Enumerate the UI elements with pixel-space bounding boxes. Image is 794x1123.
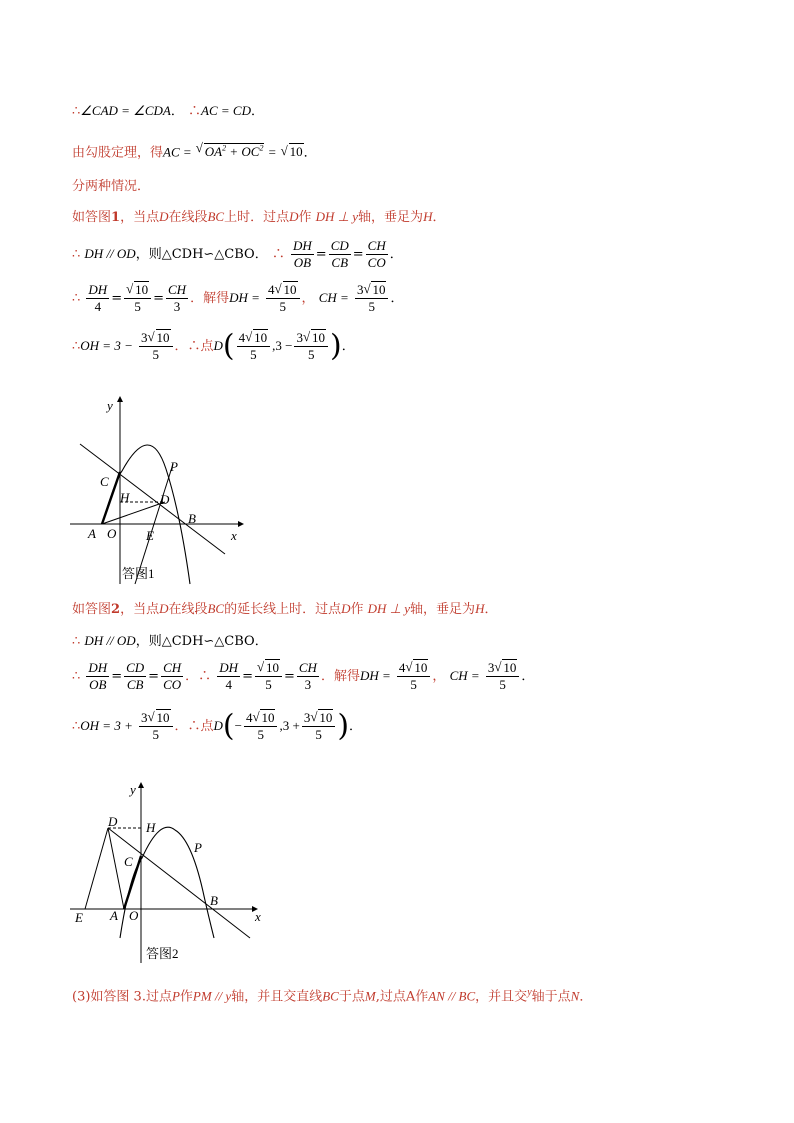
text: ． bbox=[390, 291, 404, 306]
text: ， bbox=[432, 669, 446, 684]
label-a: A bbox=[88, 526, 96, 541]
label-o: O bbox=[129, 908, 139, 923]
therefore-symbol: ∴ bbox=[72, 291, 81, 306]
therefore-symbol: ∴ bbox=[72, 247, 81, 262]
sqrt-expr bbox=[126, 282, 149, 298]
math-expr: D bbox=[341, 601, 351, 616]
sqrt-expr bbox=[303, 330, 326, 346]
math-expr: DH = bbox=[229, 290, 260, 305]
label-b: B bbox=[188, 511, 196, 526]
fraction bbox=[237, 330, 271, 363]
therefore-symbol: ∴ bbox=[271, 247, 285, 262]
label-a: A bbox=[110, 908, 118, 923]
therefore-symbol: ∴ bbox=[72, 104, 81, 119]
sqrt-expr bbox=[245, 330, 268, 346]
fraction bbox=[297, 660, 319, 693]
superscript: 2 bbox=[259, 144, 264, 153]
radicand: 10 bbox=[414, 660, 428, 675]
label-b: B bbox=[210, 893, 218, 908]
denominator: 3 bbox=[173, 299, 181, 314]
numerator: DH bbox=[293, 238, 312, 253]
denominator: CB bbox=[331, 255, 349, 270]
text: 于点 bbox=[338, 989, 365, 1005]
math-expr: CH = bbox=[449, 668, 480, 683]
therefore-symbol: ∴ bbox=[72, 719, 81, 734]
math-expr: AC = bbox=[163, 144, 192, 160]
text: (3)如答图 3.过点 bbox=[72, 989, 172, 1005]
superscript: 2 bbox=[222, 144, 227, 153]
x-axis-arrow bbox=[238, 521, 244, 527]
numerator: 3 bbox=[296, 330, 303, 345]
y-axis-arrow bbox=[138, 782, 144, 788]
right-paren: ) bbox=[329, 328, 342, 364]
numerator: DH bbox=[88, 282, 108, 297]
label-c: C bbox=[124, 854, 133, 869]
numerator: DH bbox=[219, 660, 239, 675]
numerator: 3 bbox=[487, 660, 495, 675]
line-8 bbox=[72, 600, 497, 619]
sqrt-expr bbox=[405, 660, 428, 676]
fraction bbox=[486, 660, 520, 693]
math-expr: H bbox=[475, 601, 485, 616]
radicand: 10 bbox=[289, 144, 303, 160]
denominator: CB bbox=[126, 677, 144, 692]
fraction bbox=[355, 282, 389, 315]
line-9 bbox=[72, 632, 268, 651]
math-expr: BC bbox=[207, 601, 225, 616]
numerator: 4 bbox=[398, 660, 406, 675]
sqrt-expr bbox=[363, 282, 386, 298]
radicand: 10 bbox=[311, 330, 325, 345]
math-expr: DH ⊥ y bbox=[315, 209, 359, 224]
label-e: E bbox=[75, 910, 83, 925]
line-12 bbox=[72, 984, 592, 1006]
text: ． bbox=[432, 210, 446, 225]
text: ．∴ bbox=[185, 669, 212, 684]
text: 轴，并且交直线 bbox=[231, 989, 323, 1005]
radicand: 10 bbox=[372, 282, 386, 297]
text: 在线段 bbox=[168, 602, 208, 617]
label-e: E bbox=[146, 528, 154, 543]
sqrt-expr bbox=[494, 660, 517, 676]
math-expr: H bbox=[423, 209, 433, 224]
numerator: CH bbox=[168, 282, 187, 297]
sqrt-expr bbox=[310, 710, 333, 726]
text: 如答图 bbox=[72, 602, 112, 617]
numerator: 3 bbox=[141, 330, 148, 345]
therefore-symbol: ∴ bbox=[72, 634, 81, 649]
line-2 bbox=[72, 140, 317, 162]
denominator: 3 bbox=[304, 677, 312, 692]
text: ．解得 bbox=[190, 291, 230, 306]
sqrt-expr bbox=[257, 660, 280, 676]
math-expr: AN // BC bbox=[428, 988, 476, 1004]
denominator: 5 bbox=[134, 299, 141, 314]
numerator: 3 bbox=[303, 710, 311, 725]
fraction bbox=[397, 660, 431, 693]
line-4 bbox=[72, 208, 445, 227]
text: ，则△CDH∽△CBO． bbox=[135, 634, 268, 649]
line-10: ∴ $\frac{DH}{OB}$ = $\frac{CD}{CB}$ = $\frac{CH}{CO}$ ．∴ $\frac{DH}{4}$ = √ $\frac{10}{5}$ = $\frac{CH}{3}$ ．解得DH = $\frac{4√ 10}{5}$ ， CH = $\frac{3√ 10}{5}$ ． bbox=[72, 660, 534, 693]
math-expr: D bbox=[159, 209, 169, 224]
fraction bbox=[86, 282, 109, 315]
superscript: y bbox=[527, 987, 532, 998]
fraction bbox=[166, 282, 188, 315]
text: 作 bbox=[298, 210, 312, 225]
text: ． bbox=[389, 247, 403, 262]
text: 上时．过点 bbox=[224, 210, 290, 225]
text: ，当点 bbox=[120, 602, 160, 617]
numerator: CH bbox=[367, 238, 386, 253]
sqrt-expr bbox=[252, 710, 275, 726]
fraction bbox=[255, 660, 282, 693]
denominator: 4 bbox=[94, 299, 102, 314]
radicand: 10 bbox=[135, 282, 149, 297]
radicand: 10 bbox=[156, 330, 170, 345]
fraction bbox=[294, 330, 328, 363]
numerator: 4 bbox=[268, 282, 275, 297]
label-x: x bbox=[231, 528, 237, 543]
figure-1 bbox=[70, 394, 250, 586]
label-y: y bbox=[130, 782, 136, 797]
text: 如答图 bbox=[72, 210, 112, 225]
figure-1-caption: 答图1 bbox=[122, 566, 155, 581]
text: ．解得 bbox=[320, 669, 360, 684]
fraction bbox=[266, 282, 300, 315]
text: 作 bbox=[350, 602, 364, 617]
label-c: C bbox=[100, 474, 109, 489]
math-expr: OA bbox=[204, 144, 223, 160]
radicand: 10 bbox=[156, 710, 170, 725]
math-expr: AC = CD bbox=[201, 103, 251, 118]
fraction bbox=[291, 238, 314, 271]
fraction bbox=[244, 710, 278, 743]
numerator: 3 bbox=[356, 282, 364, 297]
fraction bbox=[217, 660, 240, 693]
text: ． bbox=[251, 104, 265, 119]
label-h: H bbox=[120, 490, 130, 505]
radicand: 10 bbox=[319, 710, 333, 725]
denominator: OB bbox=[293, 255, 312, 270]
text: ． bbox=[170, 104, 184, 119]
radicand: 10 bbox=[261, 710, 275, 725]
line-1 bbox=[72, 102, 264, 121]
radicand: 10 bbox=[254, 330, 268, 345]
line-11 bbox=[72, 710, 362, 743]
fraction bbox=[139, 330, 173, 363]
denominator: 5 bbox=[279, 299, 287, 314]
denominator: OB bbox=[89, 677, 107, 692]
denominator: 5 bbox=[315, 727, 322, 742]
math-expr: DH // OD bbox=[84, 246, 136, 261]
denominator: 5 bbox=[257, 727, 264, 742]
text: ，则△CDH∽△CBO． bbox=[135, 247, 268, 262]
math-expr: + OC bbox=[226, 144, 260, 160]
text: 由勾股定理，得 bbox=[72, 145, 164, 161]
fraction bbox=[86, 660, 109, 693]
math-expr: BC bbox=[322, 988, 339, 1004]
denominator: 5 bbox=[410, 677, 417, 692]
text: 分两种情况． bbox=[72, 179, 151, 194]
fraction bbox=[366, 238, 388, 271]
text: ,过点A作 bbox=[375, 989, 429, 1005]
denominator: 5 bbox=[368, 299, 375, 314]
math-expr: D bbox=[213, 718, 223, 733]
label-p: P bbox=[194, 840, 202, 855]
text: ． bbox=[341, 339, 355, 354]
numerator: 4 bbox=[238, 330, 246, 345]
denominator: 4 bbox=[225, 677, 232, 692]
label-h: H bbox=[146, 820, 156, 835]
math-expr: PM // y bbox=[192, 988, 232, 1004]
text: ．∴点 bbox=[174, 339, 214, 354]
math-expr: ,3 − bbox=[272, 338, 293, 353]
fraction bbox=[124, 660, 146, 693]
text: ． bbox=[349, 719, 363, 734]
denominator: 5 bbox=[250, 347, 257, 362]
radicand: 10 bbox=[283, 282, 297, 297]
denominator: CO bbox=[163, 677, 182, 692]
line-5: ∴ DH // OD，则△CDH∽△CBO． ∴ $\frac{DH}{OB}$ = $\frac{CD}{CB}$ = $\frac{CH}{CO}$ ． bbox=[72, 238, 403, 270]
label-y: y bbox=[107, 398, 113, 413]
sqrt-expr bbox=[148, 710, 171, 726]
therefore-symbol: ∴ bbox=[188, 104, 202, 119]
sqrt-expr bbox=[275, 282, 298, 298]
text: 轴于点 bbox=[531, 989, 571, 1005]
sqrt-expr bbox=[281, 143, 304, 161]
text: ． bbox=[579, 989, 593, 1005]
numerator: CD bbox=[330, 238, 349, 253]
fraction bbox=[302, 710, 336, 743]
fraction bbox=[161, 660, 183, 693]
denominator: 5 bbox=[152, 727, 159, 742]
numerator: 4 bbox=[245, 710, 253, 725]
math-expr: N bbox=[570, 988, 580, 1004]
numerator: CH bbox=[163, 660, 182, 675]
math-expr: DH = bbox=[359, 668, 391, 683]
label-x: x bbox=[255, 909, 261, 924]
text: ，当点 bbox=[120, 210, 160, 225]
numerator: DH bbox=[88, 660, 108, 675]
label-o: O bbox=[107, 526, 117, 541]
right-paren: ) bbox=[337, 708, 350, 744]
math-expr: DH // OD bbox=[84, 633, 136, 648]
therefore-symbol: ∴ bbox=[72, 339, 81, 354]
denominator: 5 bbox=[307, 347, 315, 362]
denominator: 5 bbox=[499, 677, 506, 692]
math-expr: CH = bbox=[318, 290, 349, 305]
fraction bbox=[124, 282, 151, 315]
radicand: 10 bbox=[503, 660, 517, 675]
left-paren: ( bbox=[222, 708, 235, 744]
text: 2 bbox=[111, 602, 121, 617]
math-expr: OH = 3 − bbox=[80, 338, 133, 353]
math-expr: OH = 3 + bbox=[80, 718, 133, 733]
math-expr: ,3 + bbox=[279, 718, 300, 733]
line-6: ∴ $\frac{DH}{4}$ = √ $\frac{10}{5}$ = $\frac{CH}{3}$ ．解得DH = $\frac{4√ 10}{5}$ ， CH = $\frac{3√ 10}{5}$ ． bbox=[72, 282, 403, 315]
line-7 bbox=[72, 330, 355, 363]
label-d: D bbox=[108, 814, 118, 829]
text: ． bbox=[484, 602, 498, 617]
math-expr: ∠CAD = ∠CDA bbox=[80, 103, 171, 118]
text: 在线段 bbox=[168, 210, 208, 225]
fraction bbox=[139, 710, 173, 743]
left-paren: ( bbox=[222, 328, 235, 364]
math-expr: D bbox=[289, 209, 299, 224]
math-expr: D bbox=[213, 338, 223, 353]
numerator: CD bbox=[126, 660, 145, 675]
text: ， bbox=[301, 291, 315, 306]
y-axis-arrow bbox=[117, 396, 123, 402]
line-3 bbox=[72, 178, 150, 196]
math-expr: − bbox=[234, 718, 242, 733]
text: ． bbox=[303, 145, 317, 161]
figure-2-caption: 答图2 bbox=[146, 946, 179, 961]
text: ，并且交 bbox=[475, 989, 528, 1005]
therefore-symbol: ∴ bbox=[72, 669, 81, 684]
math-expr: BC bbox=[207, 209, 225, 224]
text: 轴，垂足为 bbox=[358, 210, 424, 225]
text: ． bbox=[521, 669, 535, 684]
math-expr: DH ⊥ y bbox=[367, 601, 411, 616]
numerator: CH bbox=[298, 660, 317, 675]
denominator: 5 bbox=[265, 677, 272, 692]
math-expr: P bbox=[171, 988, 180, 1004]
fraction bbox=[329, 238, 351, 271]
sqrt-expr bbox=[196, 140, 265, 161]
figure-2 bbox=[70, 778, 270, 968]
text: 1 bbox=[111, 210, 121, 225]
segment-de bbox=[85, 828, 108, 909]
radicand: 10 bbox=[265, 660, 279, 675]
math-expr: = bbox=[264, 144, 277, 160]
math-expr: D bbox=[159, 601, 169, 616]
sqrt-expr bbox=[148, 330, 171, 346]
text: 作 bbox=[179, 989, 193, 1005]
text: 的延长线上时．过点 bbox=[224, 602, 342, 617]
denominator: CO bbox=[367, 255, 386, 270]
segment-da bbox=[108, 828, 124, 909]
label-p: P bbox=[170, 459, 178, 474]
text: ．∴点 bbox=[174, 719, 214, 734]
math-expr: M bbox=[364, 988, 376, 1004]
denominator: 5 bbox=[152, 347, 159, 362]
numerator: 3 bbox=[141, 710, 148, 725]
label-d: D bbox=[160, 492, 170, 507]
text: 轴，垂足为 bbox=[410, 602, 476, 617]
